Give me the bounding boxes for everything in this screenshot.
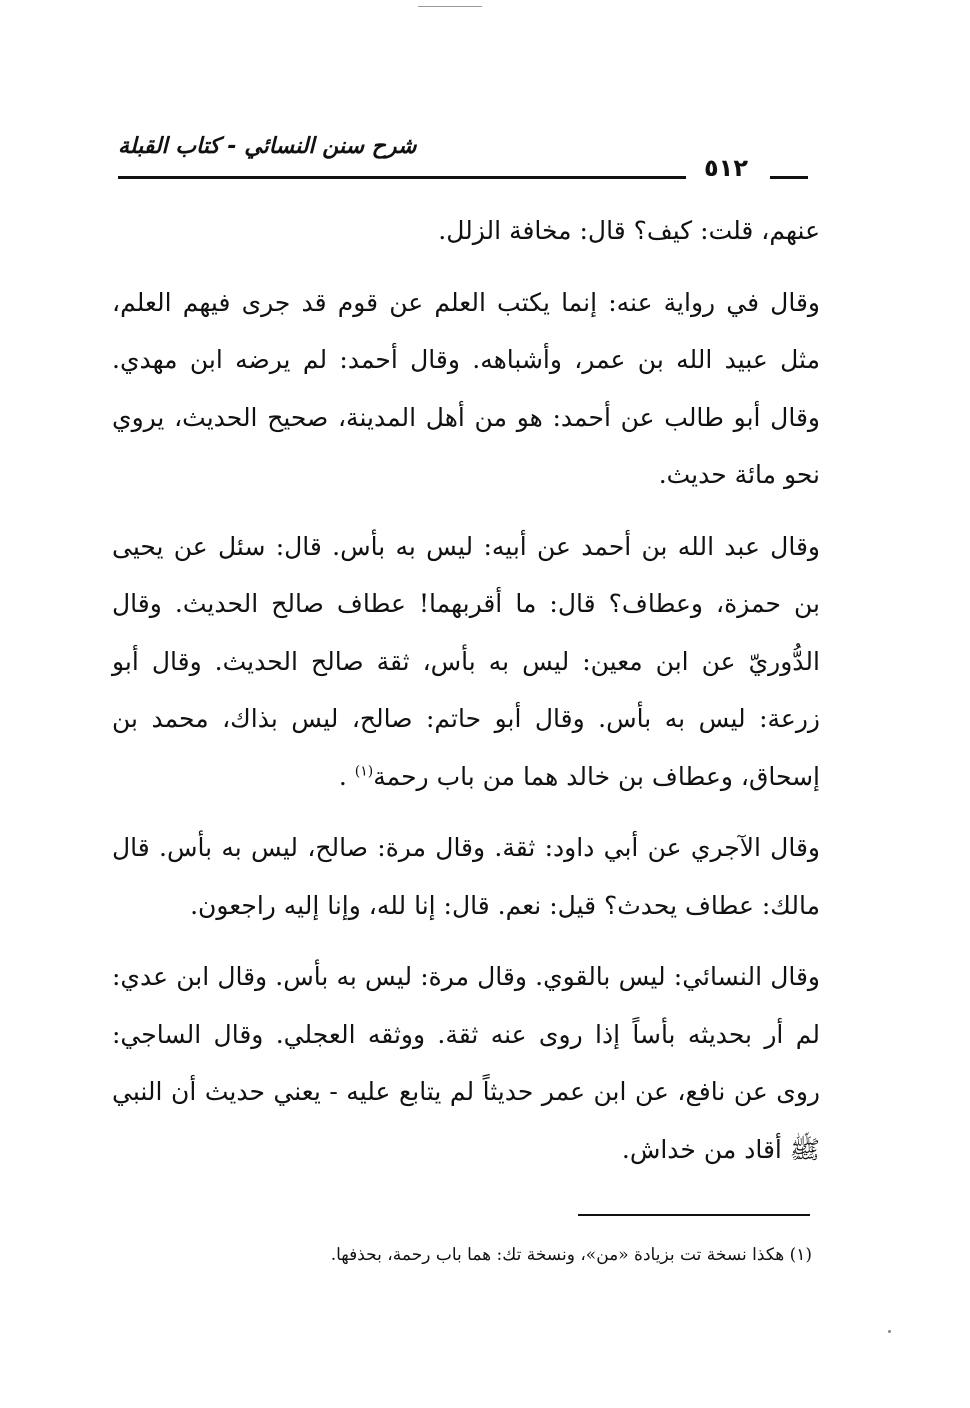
page-number-dash — [770, 176, 808, 179]
main-text — [112, 202, 820, 1178]
top-edge-mark — [418, 6, 482, 7]
footnote-reference: (١) — [354, 763, 374, 780]
header-title: شرح سنن النسائي - كتاب القبلة — [118, 134, 417, 159]
paragraph: عنهم، قلت: كيف؟ قال: مخافة الزلل. — [438, 216, 820, 245]
footnote: (١) هكذا نسخة تت بزيادة «من»، ونسخة تك: هما باب رحمة، بحذفها. — [330, 1245, 812, 1265]
paragraph: وقال النسائي: ليس بالقوي. وقال مرة: ليس به بأس. وقال ابن عدي: لم أر بحديثه بأساً إذا روى عنه ثقة. ووثقه العجلي. وقال الساجي: روى عن نافع، عن ابن عمر حديثاً لم يتابع عليه - يعني حديث أن النبي ﷺ أقاد من خداش. — [112, 962, 820, 1164]
paragraph-text: وقال عبد الله بن أحمد عن أبيه: ليس به بأس. قال: سئل عن يحيى بن حمزة، وعطاف؟ قال: ما أقربهما! عطاف صالح الحديث. وقال الدُّوريّ عن ابن معين: ليس به بأس، ثقة صالح الحديث. وقال أبو زرعة: ليس به بأس. وقال أبو حاتم: صالح، ليس بذاك، محمد بن إسحاق، وعطاف بن خالد هما من باب رحمة — [112, 531, 820, 791]
footnote-separator — [578, 1214, 810, 1216]
header-rule — [118, 176, 686, 179]
paragraph: وقال الآجري عن أبي داود: ثقة. وقال مرة: صالح، ليس به بأس. قال مالك: عطاف يحدث؟ قيل: نعم. قال: إنا لله، وإنا إليه راجعون. — [112, 833, 820, 920]
paragraph-end-mark: . — [338, 761, 347, 791]
paragraph: وقال في رواية عنه: إنما يكتب العلم عن قوم قد جرى فيهم العلم، مثل عبيد الله بن عمر، وأشباهه. وقال أحمد: لم يرضه ابن مهدي. وقال أبو طالب عن أحمد: هو من أهل المدينة، صحيح الحديث، يروي نحو مائة حديث. — [112, 287, 820, 489]
running-header — [118, 128, 818, 184]
page-number: ٥١٢ — [704, 154, 748, 182]
paragraph — [112, 518, 820, 806]
scan-speck — [888, 1330, 891, 1333]
